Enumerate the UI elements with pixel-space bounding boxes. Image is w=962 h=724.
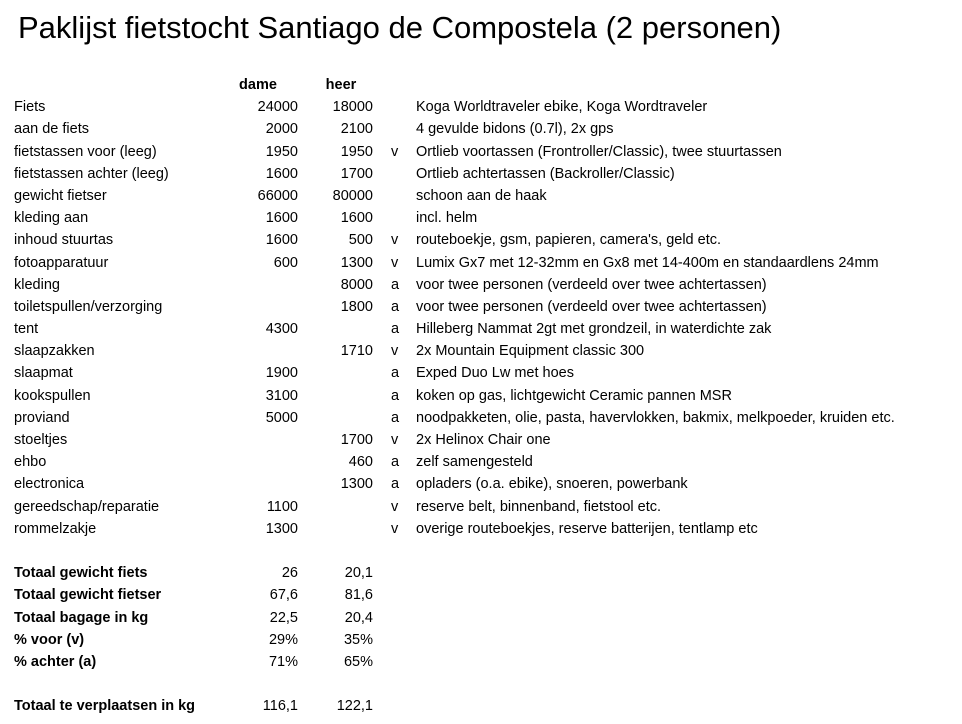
item-row <box>0 385 962 407</box>
item-description: 4 gevulde bidons (0.7l), 2x gps <box>416 121 614 138</box>
item-row <box>0 163 962 185</box>
item-description: Ortlieb voortassen (Frontroller/Classic), twee stuurtassen <box>416 143 782 160</box>
item-position-mark: a <box>391 276 400 293</box>
item-position-mark: v <box>391 498 399 515</box>
item-label: kleding <box>14 276 60 293</box>
item-row <box>0 118 962 140</box>
total-label: % voor (v) <box>14 631 85 648</box>
item-description: Koga Worldtraveler ebike, Koga Wordtraveler <box>416 99 708 116</box>
grand-total-dame: 116,1 <box>262 698 298 715</box>
column-header-dame: dame <box>239 77 277 93</box>
item-position-mark: a <box>391 454 400 471</box>
item-position-mark: v <box>391 343 399 360</box>
item-dame-weight: 1600 <box>265 210 298 227</box>
item-position-mark: v <box>391 432 399 448</box>
item-description: Ortlieb achtertassen (Backroller/Classic) <box>416 165 675 182</box>
total-heer: 81,6 <box>344 587 373 604</box>
item-heer-weight: 460 <box>348 454 373 471</box>
total-row <box>0 562 962 584</box>
item-label: kleding aan <box>14 210 89 227</box>
total-heer: 35% <box>343 631 373 648</box>
item-dame-weight: 3100 <box>265 387 298 404</box>
item-row <box>0 407 962 429</box>
total-heer: 20,4 <box>344 609 373 626</box>
item-description: voor twee personen (verdeeld over twee achtertassen) <box>416 298 767 315</box>
grand-total-label: Totaal te verplaatsen in kg <box>14 698 196 715</box>
item-position-mark: a <box>391 365 400 382</box>
total-label: % achter (a) <box>14 653 97 670</box>
item-description: noodpakketen, olie, pasta, havervlokken, bakmix, melkpoeder, kruiden etc. <box>416 409 895 426</box>
item-description: voor twee personen (verdeeld over twee achtertassen) <box>416 276 767 293</box>
total-heer: 65% <box>343 653 373 670</box>
item-dame-weight: 1900 <box>265 365 298 382</box>
item-label: toiletspullen/verzorging <box>14 298 163 315</box>
item-dame-weight: 1100 <box>266 498 298 515</box>
item-description: incl. helm <box>416 210 478 227</box>
item-position-mark: a <box>391 476 400 493</box>
item-label: electronica <box>14 476 85 493</box>
total-dame: 22,5 <box>269 609 298 626</box>
total-row <box>0 629 962 651</box>
item-description: Exped Duo Lw met hoes <box>416 365 574 382</box>
item-dame-weight: 5000 <box>265 409 298 426</box>
item-description: Lumix Gx7 met 12-32mm en Gx8 met 14-400m en standaardlens 24mm <box>416 254 879 271</box>
item-label: slaapzakken <box>14 343 95 360</box>
item-label: proviand <box>14 409 70 426</box>
item-description: schoon aan de haak <box>416 187 547 204</box>
item-row <box>0 362 962 384</box>
spacer-row <box>0 673 962 695</box>
item-row <box>0 496 962 518</box>
packing-list-sheet <box>0 74 962 717</box>
item-dame-weight: 4300 <box>265 321 298 338</box>
total-dame: 26 <box>281 565 298 582</box>
item-position-mark: v <box>391 254 399 271</box>
item-label: tent <box>14 321 39 338</box>
item-dame-weight: 1600 <box>265 165 298 182</box>
item-dame-weight: 2000 <box>265 121 298 138</box>
item-row <box>0 207 962 229</box>
item-label: rommelzakje <box>14 520 97 537</box>
item-dame-weight: 24000 <box>257 99 298 116</box>
item-description: opladers (o.a. ebike), snoeren, powerbank <box>416 476 688 493</box>
item-position-mark: a <box>391 387 400 404</box>
item-label: kookspullen <box>14 387 91 404</box>
item-description: Hilleberg Nammat 2gt met grondzeil, in waterdichte zak <box>416 321 772 338</box>
page-title: Paklijst fietstocht Santiago de Compostela (2 personen) <box>18 10 782 45</box>
item-heer-weight: 1710 <box>340 343 373 360</box>
total-rows <box>0 562 962 673</box>
item-label: slaapmat <box>14 365 73 382</box>
total-heer: 20,1 <box>344 565 373 582</box>
item-label: inhoud stuurtas <box>14 232 114 249</box>
item-label: gewicht fietser <box>14 187 107 204</box>
total-label: Totaal gewicht fietser <box>14 587 162 604</box>
item-heer-weight: 1700 <box>340 165 373 182</box>
item-heer-weight: 1700 <box>340 432 373 448</box>
item-row <box>0 229 962 251</box>
item-label: stoeltjes <box>14 432 68 448</box>
item-dame-weight: 600 <box>273 254 298 271</box>
item-label: fietstassen voor (leeg) <box>14 143 157 160</box>
grand-total-row <box>0 695 962 717</box>
item-heer-weight: 1300 <box>340 254 373 271</box>
item-heer-weight: 1600 <box>340 210 373 227</box>
item-description: koken op gas, lichtgewicht Ceramic pannen MSR <box>416 387 732 404</box>
column-header-heer: heer <box>325 77 357 93</box>
total-label: Totaal gewicht fiets <box>14 565 148 582</box>
item-heer-weight: 18000 <box>332 99 373 116</box>
total-dame: 67,6 <box>269 587 298 604</box>
item-rows <box>0 96 962 540</box>
item-dame-weight: 1600 <box>265 232 298 249</box>
total-row <box>0 651 962 673</box>
item-row <box>0 318 962 340</box>
header-row <box>0 74 962 96</box>
item-label: Fiets <box>14 99 46 116</box>
item-description: zelf samengesteld <box>416 454 533 471</box>
total-row <box>0 607 962 629</box>
item-label: gereedschap/reparatie <box>14 498 160 515</box>
total-row <box>0 584 962 606</box>
item-heer-weight: 1300 <box>340 476 373 493</box>
item-heer-weight: 1800 <box>340 298 373 315</box>
item-heer-weight: 1950 <box>340 143 373 160</box>
item-row <box>0 518 962 540</box>
total-dame: 71% <box>268 653 298 670</box>
item-row <box>0 96 962 118</box>
item-position-mark: v <box>391 520 399 537</box>
item-position-mark: a <box>391 409 400 426</box>
grand-total-heer: 122,1 <box>336 698 373 715</box>
item-row <box>0 451 962 473</box>
item-label: ehbo <box>14 454 47 471</box>
item-row <box>0 473 962 495</box>
item-row <box>0 252 962 274</box>
item-row <box>0 296 962 318</box>
item-label: aan de fiets <box>14 121 89 138</box>
item-position-mark: a <box>391 321 400 338</box>
item-heer-weight: 80000 <box>332 187 373 204</box>
item-dame-weight: 1950 <box>265 143 298 160</box>
item-row <box>0 340 962 362</box>
item-description: routeboekje, gsm, papieren, camera's, geld etc. <box>416 232 722 249</box>
item-label: fotoapparatuur <box>14 254 109 271</box>
item-row <box>0 185 962 207</box>
item-row <box>0 429 962 451</box>
item-heer-weight: 8000 <box>340 276 373 293</box>
item-position-mark: a <box>391 298 400 315</box>
item-description: 2x Mountain Equipment classic 300 <box>416 343 645 360</box>
item-heer-weight: 2100 <box>340 121 373 138</box>
item-dame-weight: 66000 <box>257 187 298 204</box>
item-description: 2x Helinox Chair one <box>416 432 551 448</box>
item-description: reserve belt, binnenband, fietstool etc. <box>416 498 662 515</box>
item-heer-weight: 500 <box>348 232 373 249</box>
total-label: Totaal bagage in kg <box>14 609 149 626</box>
item-row <box>0 141 962 163</box>
spacer-row <box>0 540 962 562</box>
total-dame: 29% <box>268 631 298 648</box>
item-label: fietstassen achter (leeg) <box>14 165 169 182</box>
item-position-mark: v <box>391 232 399 249</box>
item-description: overige routeboekjes, reserve batterijen, tentlamp etc <box>416 520 758 537</box>
item-position-mark: v <box>391 143 399 160</box>
item-row <box>0 274 962 296</box>
item-dame-weight: 1300 <box>265 520 298 537</box>
